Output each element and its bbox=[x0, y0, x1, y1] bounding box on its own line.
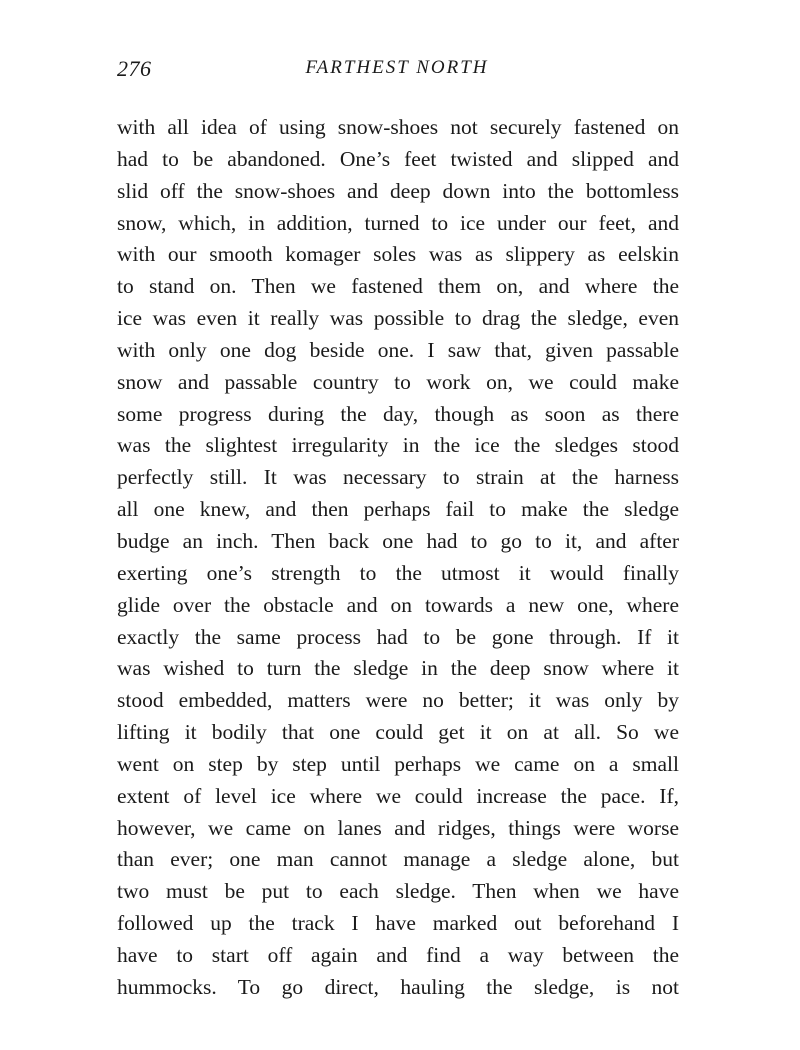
text-line: lifting it bodily that one could get it on at all. So we bbox=[117, 720, 679, 745]
running-head bbox=[117, 56, 677, 86]
text-line: was wished to turn the sledge in the deep snow where it bbox=[117, 656, 679, 681]
text-line: however, we came on lanes and ridges, things were worse bbox=[117, 815, 679, 840]
text-line: have to start off again and find a way between the bbox=[117, 942, 679, 967]
text-line: exactly the same process had to be gone through. If it bbox=[117, 624, 679, 649]
text-line: ice was even it really was possible to drag the sledge, even bbox=[117, 306, 679, 331]
text-line: glide over the obstacle and on towards a new one, where bbox=[117, 592, 679, 617]
book-title: FARTHEST NORTH bbox=[305, 57, 489, 78]
text-line: went on step by step until perhaps we came on a small bbox=[117, 751, 679, 776]
page-number: 276 bbox=[117, 56, 152, 81]
text-line: perfectly still. It was necessary to strain at the harness bbox=[117, 465, 679, 490]
text-line: with our smooth komager soles was as slippery as eelskin bbox=[117, 242, 679, 267]
text-line: hummocks. To go direct, hauling the sledge, is not bbox=[117, 974, 679, 999]
text-line: to stand on. Then we fastened them on, and where the bbox=[117, 274, 679, 299]
text-line: some progress during the day, though as soon as there bbox=[117, 401, 679, 426]
text-line: budge an inch. Then back one had to go to it, and after bbox=[117, 528, 679, 553]
text-line: than ever; one man cannot manage a sledge alone, but bbox=[117, 847, 679, 872]
text-line: two must be put to each sledge. Then when we have bbox=[117, 879, 679, 904]
text-line: with only one dog beside one. I saw that, given passable bbox=[117, 337, 679, 362]
text-line: was the slightest irregularity in the ice the sledges stood bbox=[117, 433, 679, 458]
text-line: extent of level ice where we could increase the pace. If, bbox=[117, 783, 679, 808]
text-line: exerting one’s strength to the utmost it would finally bbox=[117, 560, 679, 585]
text-line: snow, which, in addition, turned to ice under our feet, and bbox=[117, 210, 679, 235]
text-line: followed up the track I have marked out beforehand I bbox=[117, 911, 679, 936]
text-line: stood embedded, matters were no better; it was only by bbox=[117, 688, 679, 713]
text-line: with all idea of using snow-shoes not securely fastened on bbox=[117, 115, 679, 139]
text-line: had to be abandoned. One’s feet twisted and slipped and bbox=[117, 146, 679, 171]
body-text bbox=[117, 112, 679, 1004]
text-line: slid off the snow-shoes and deep down into the bottomless bbox=[117, 178, 679, 203]
text-line: snow and passable country to work on, we could make bbox=[117, 369, 679, 394]
text-line: all one knew, and then perhaps fail to make the sledge bbox=[117, 497, 679, 522]
